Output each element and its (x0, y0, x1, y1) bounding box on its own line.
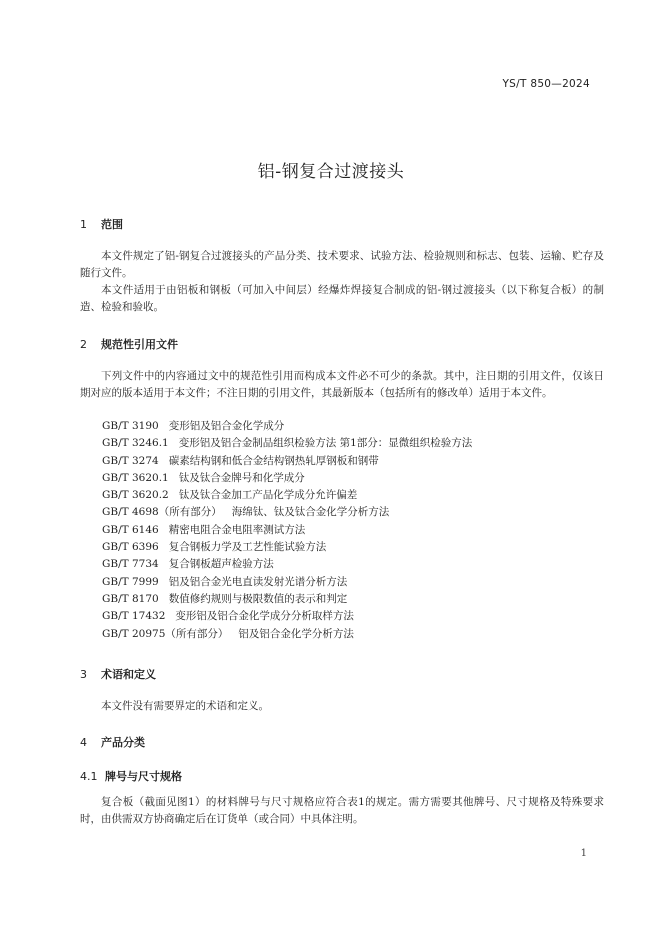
reference-item (102, 608, 602, 625)
reference-title: 铝及铝合金化学分析方法 (238, 627, 354, 640)
section-number: 3 (80, 668, 87, 681)
reference-title: 变形铝及铝合金化学成分分析取样方法 (175, 610, 354, 623)
reference-item (102, 453, 602, 470)
section-2-heading (80, 336, 178, 352)
section-1-heading (80, 216, 123, 232)
standard-code: YS/T 850—2024 (502, 78, 590, 90)
section-number: 4 (80, 736, 87, 749)
reference-code: GB/T 3190 (102, 420, 159, 432)
section-number: 4.1 (80, 770, 98, 783)
reference-title: 变形铝及铝合金化学成分 (168, 420, 285, 432)
section-4-1-heading (80, 768, 182, 784)
reference-item (102, 539, 602, 556)
reference-title: 数值修约规则与极限数值的表示和判定 (168, 592, 348, 605)
reference-title: 铝及铝合金光电直读发射光谱分析方法 (168, 575, 348, 588)
reference-code: GB/T 7734 (102, 558, 159, 571)
reference-item (102, 522, 602, 539)
reference-item (102, 556, 602, 573)
reference-item (102, 626, 602, 643)
reference-title: 复合钢板力学及工艺性能试验方法 (168, 541, 327, 554)
reference-item (102, 418, 602, 435)
section-4-1-paragraph-1: 复合板（截面见图1）的材料牌号与尺寸规格应符合表1的规定。需方需要其他牌号、尺寸规格及特殊要求时，由供需双方协商确定后在订货单（或合同）中具体注明。 (80, 796, 604, 825)
reference-item (102, 470, 602, 487)
page-number: 1 (580, 848, 587, 859)
reference-title: 变形铝及铝合金制品组织检验方法 第1部分：显微组织检验方法 (178, 437, 473, 450)
section-title: 范围 (101, 218, 123, 231)
section-title: 规范性引用文件 (101, 338, 178, 351)
reference-title: 钛及钛合金牌号和化学成分 (178, 471, 305, 484)
reference-code: GB/T 4698（所有部分） (102, 506, 222, 519)
reference-title: 钛及钛合金加工产品化学成分允许偏差 (178, 489, 358, 502)
section-2-paragraph-1: 下列文件中的内容通过文中的规范性引用而构成本文件必不可少的条款。其中，注日期的引用文件，仅该日期对应的版本适用于本文件；不注日期的引用文件，其最新版本（包括所有的修改单）适用于本文件。 (80, 370, 604, 399)
reference-item (102, 504, 602, 521)
reference-item (102, 574, 602, 591)
section-number: 1 (80, 218, 87, 231)
reference-title: 碳素结构钢和低合金结构钢热轧厚钢板和钢带 (168, 454, 379, 467)
section-title: 产品分类 (101, 736, 145, 749)
section-3-heading (80, 666, 156, 682)
reference-code: GB/T 20975（所有部分） (102, 627, 229, 640)
reference-code: GB/T 3620.2 (102, 489, 169, 502)
section-title: 术语和定义 (101, 668, 156, 681)
normative-reference-list (102, 418, 602, 643)
section-3-paragraph-1: 本文件没有需要界定的术语和定义。 (101, 700, 269, 712)
reference-code: GB/T 3246.1 (102, 437, 169, 450)
document-title: 铝-钢复合过渡接头 (257, 162, 405, 182)
section-title: 牌号与尺寸规格 (105, 770, 182, 783)
reference-code: GB/T 17432 (102, 610, 166, 623)
reference-code: GB/T 3274 (102, 454, 159, 467)
section-1-paragraph-2: 本文件适用于由铝板和钢板（可加入中间层）经爆炸焊接复合制成的铝-钢过渡接头（以下称复合板）的制造、检验和验收。 (80, 284, 604, 313)
reference-item (102, 487, 602, 504)
reference-code: GB/T 8170 (102, 592, 159, 605)
reference-item (102, 591, 602, 608)
reference-code: GB/T 7999 (102, 575, 159, 588)
reference-code: GB/T 6146 (102, 523, 159, 536)
section-number: 2 (80, 338, 87, 351)
reference-code: GB/T 6396 (102, 541, 159, 554)
reference-title: 精密电阻合金电阻率测试方法 (168, 523, 306, 536)
reference-title: 海绵钛、钛及钛合金化学分析方法 (231, 506, 390, 519)
reference-code: GB/T 3620.1 (102, 471, 169, 484)
section-1-paragraph-1: 本文件规定了铝-钢复合过渡接头的产品分类、技术要求、试验方法、检验规则和标志、包装、运输、贮存及随行文件。 (80, 250, 604, 279)
reference-title: 复合钢板超声检验方法 (168, 558, 274, 571)
section-4-heading (80, 734, 145, 750)
reference-item (102, 435, 602, 452)
